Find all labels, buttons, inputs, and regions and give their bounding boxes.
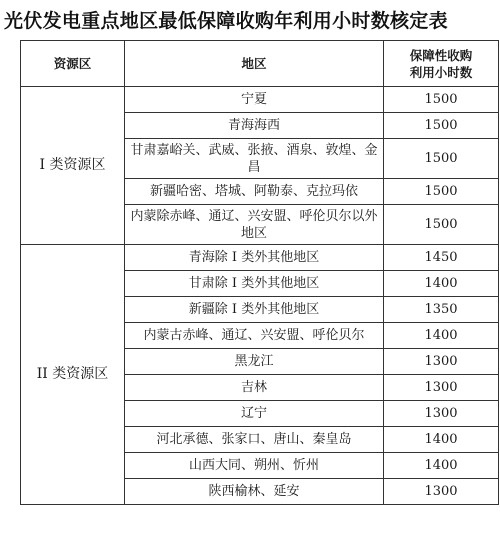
region-cell: 辽宁 [125, 401, 384, 427]
region-cell: 宁夏 [125, 87, 384, 113]
hours-cell: 1500 [384, 139, 499, 179]
region-cell: 陕西榆林、延安 [125, 479, 384, 505]
hours-cell: 1300 [384, 401, 499, 427]
region-cell: 青海海西 [125, 113, 384, 139]
region-cell: 新疆除 I 类外其他地区 [125, 297, 384, 323]
hours-cell: 1500 [384, 87, 499, 113]
table-header-row [21, 41, 499, 87]
hours-cell: 1500 [384, 179, 499, 205]
hours-cell: 1400 [384, 427, 499, 453]
header-hours-line-1: 保障性收购 [409, 47, 473, 63]
header-guaranteed-hours [384, 41, 499, 87]
header-region: 地区 [125, 41, 384, 87]
header-hours-line-2: 利用小时数 [409, 64, 473, 80]
table-row [21, 245, 499, 271]
region-cell: 甘肃除 I 类外其他地区 [125, 271, 384, 297]
hours-cell: 1400 [384, 323, 499, 349]
region-cell: 山西大同、朔州、忻州 [125, 453, 384, 479]
hours-cell: 1500 [384, 205, 499, 245]
region-cell: 吉林 [125, 375, 384, 401]
hours-cell: 1500 [384, 113, 499, 139]
hours-cell: 1300 [384, 375, 499, 401]
region-cell: 内蒙除赤峰、通辽、兴安盟、呼伦贝尔以外地区 [125, 205, 384, 245]
hours-cell: 1350 [384, 297, 499, 323]
region-cell: 新疆哈密、塔城、阿勒泰、克拉玛依 [125, 179, 384, 205]
region-cell: 黑龙江 [125, 349, 384, 375]
hours-cell: 1300 [384, 349, 499, 375]
header-resource-zone: 资源区 [21, 41, 125, 87]
hours-cell: 1400 [384, 453, 499, 479]
resource-zone-cell: I 类资源区 [21, 87, 125, 245]
hours-cell: 1300 [384, 479, 499, 505]
region-cell: 青海除 I 类外其他地区 [125, 245, 384, 271]
page-title: 光伏发电重点地区最低保障收购年利用小时数核定表 [4, 10, 448, 32]
table-row [21, 87, 499, 113]
hours-cell: 1450 [384, 245, 499, 271]
region-cell: 甘肃嘉峪关、武威、张掖、酒泉、敦煌、金昌 [125, 139, 384, 179]
region-cell: 内蒙古赤峰、通辽、兴安盟、呼伦贝尔 [125, 323, 384, 349]
resource-zone-cell: II 类资源区 [21, 245, 125, 505]
region-cell: 河北承德、张家口、唐山、秦皇岛 [125, 427, 384, 453]
hours-cell: 1400 [384, 271, 499, 297]
quota-table [20, 40, 499, 505]
